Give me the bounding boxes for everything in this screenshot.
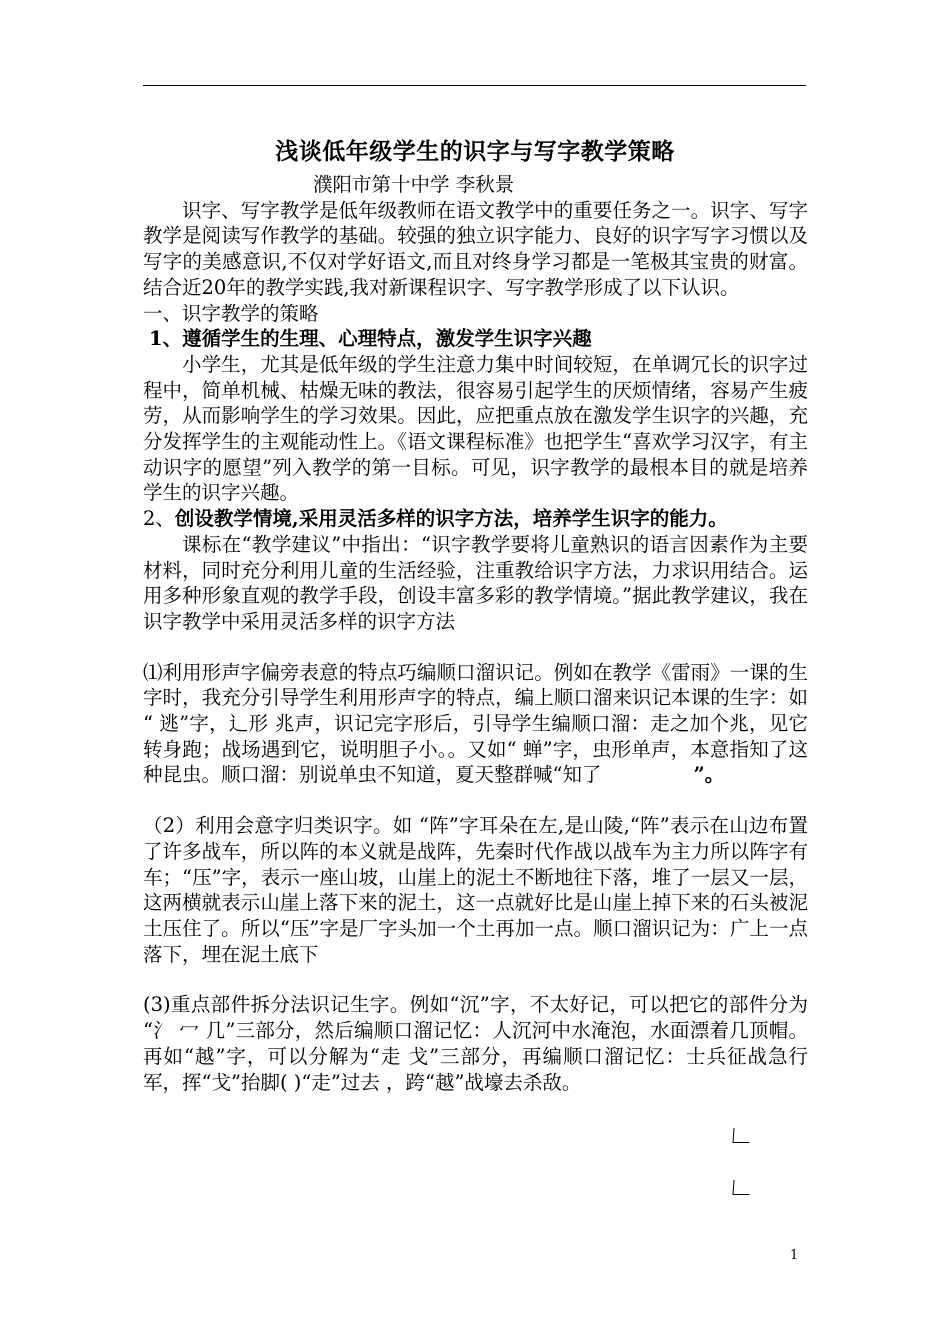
- stroke-mark: [732, 1128, 750, 1143]
- method-1-text: ⑴利用形声字偏旁表意的特点巧编顺口溜识记。例如在教学《雷雨》一课的生字时，我充分引导学生利用形声字的特点，编上顺口溜来识记本课的生字：如 “ 逃”字，辶形 兆声，识记完字形后，引导学生编顺口溜：走之加个兆，见它转身跑；战场遇到它，说明胆子小。。又如“ 蝉”字，虫形单声，本意指知了这种昆虫。顺口溜：别说单虫不知道，夏天整群喊“知了: [143, 660, 808, 787]
- intro-paragraph: 识字、写字教学是低年级教师在语文教学中的重要任务之一。识字、写字教学是阅读写作教学的基础。较强的独立识字能力、良好的识字写字习惯以及写字的美感意识,不仅对学好语文,而且对终身学习都是一笔极其宝贵的财富。结合近20年的教学实践,我对新课程识字、写字教学形成了以下认识。: [143, 198, 808, 299]
- point-1-heading: 1、遵循学生的生理、心理特点，激发学生识字兴趣: [149, 327, 592, 351]
- method-3-paragraph: (3)重点部件拆分法识记生字。例如“沉”字，不太好记，可以把它的部件分为 “氵 冖 几”三部分，然后编顺口溜记忆：人沉河中水淹泡，水面漂着几顶帽。再如“越”字，可以分解为“走 戈”三部分，再编顺口溜记忆：士兵征战急行军，挥“戈”抬脚( )“走”过去 ，跨“越”战壕去杀敌。: [143, 993, 808, 1094]
- point-2-heading-text: 创设教学情境,采用灵活多样的识字方法，培养学生识字的能力。: [174, 507, 728, 531]
- document-body: [143, 172, 808, 1095]
- method-1-paragraph: [143, 660, 808, 789]
- point-2-number: 2、: [143, 507, 175, 531]
- stroke-mark: [732, 1180, 750, 1195]
- author-line: 濮阳市第十中学 李秋景: [313, 173, 515, 196]
- point-2-paragraph: 课标在“教学建议”中指出：“识字教学要将儿童熟识的语言因素作为主要材料，同时充分利用儿童的生活经验，注重教给识字方法，力求识用结合。运用多种形象直观的教学手段，创设丰富多彩的教学情境。”据此教学建议，我在识字教学中采用灵活多样的识字方法: [143, 532, 808, 633]
- document-title: 浅谈低年级学生的识字与写字教学策略: [275, 138, 675, 165]
- section-heading-1: 一、识字教学的策略: [143, 301, 319, 325]
- point-2-heading: [143, 506, 808, 532]
- header-rule: [143, 85, 806, 86]
- page-number: 1: [790, 1248, 799, 1263]
- method-1-end: ”。: [693, 763, 725, 787]
- point-1-paragraph: 小学生，尤其是低年级的学生注意力集中时间较短，在单调冗长的识字过程中，简单机械、枯燥无味的教法，很容易引起学生的厌烦情绪，容易产生疲劳，从而影响学生的学习效果。因此，应把重点放在激发学生识字的兴趣，充分发挥学生的主观能动性上。《语文课程标准》也把学生“喜欢学习汉字，有主动识字的愿望”列入教学的第一目标。可见，识字教学的最根本目的就是培养学生的识字兴趣。: [143, 352, 808, 505]
- method-2-paragraph: （2）利用会意字归类识字。如 “阵”字耳朵在左,是山陵,“阵”表示在山边布置了许多战车，所以阵的本义就是战阵，先秦时代作战以战车为主力所以阵字有车；“压”字，表示一座山坡，山崖上的泥土不断地往下落，堆了一层又一层，这两横就表示山崖上落下来的泥土，这一点就好比是山崖上掉下来的石头被泥土压住了。所以“压”字是厂字头加一个土再加一点。顺口溜识记为：广上一点落下，埋在泥土底下: [143, 814, 808, 966]
